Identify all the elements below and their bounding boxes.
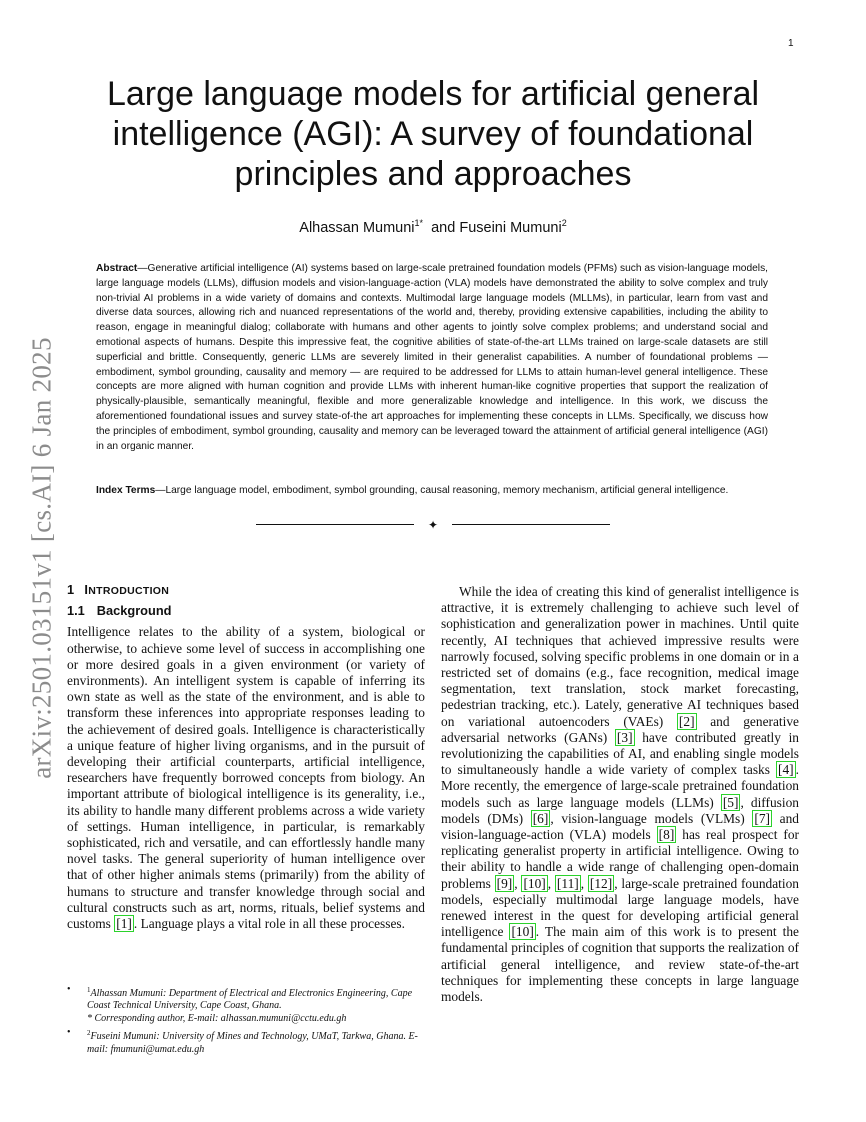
paragraph-text: . The main aim of this work is to present the fundamental principles of cognition that supports the realization of artificial general intelligence, and review state-of-the-art techniques for implementing these concepts in large language models. xyxy=(441,924,799,1005)
paragraph-text: While the idea of creating this kind of generalist intelligence is attractive, it is extremely challenging to achieve such level of sophistication and generalization power in machines. Until quite recently, AI techniques that achieved impressive results were narrowly focused, solving specific problems in one domain or in a restricted set of domains (e.g., face recognition, medical image segmentation, text translation, stock market forecasting, pedestrian tracking, etc.). Lately, generative AI techniques based on variational autoencoders (VAEs) xyxy=(441,584,799,729)
citation-link[interactable]: [10] xyxy=(511,924,534,940)
citation-link[interactable]: [4] xyxy=(778,762,794,778)
author-list xyxy=(70,218,796,236)
index-terms xyxy=(96,484,768,499)
paper-title xyxy=(70,74,796,194)
subsection-title: Background xyxy=(96,603,172,619)
footnote-extra: * Corresponding author, E-mail: alhassan.mumuni@cctu.edu.gh xyxy=(87,1012,347,1024)
footnote-text: Alhassan Mumuni: Department of Electrical and Electronics Engineering, Cape Coast Technical University, Cape Coast, Ghana. xyxy=(87,988,413,1012)
paragraph-text: , diffusion models (DMs) xyxy=(441,794,799,826)
section-heading xyxy=(67,582,425,599)
separator-diamond-icon: ✦ xyxy=(427,518,439,532)
author-1: Alhassan Mumuni xyxy=(299,220,415,236)
author-2: and Fuseini Mumuni xyxy=(431,220,562,236)
citation-link[interactable]: [3] xyxy=(616,729,633,745)
paragraph-text: . More recently, the emergence of large-scale pretrained foundation models such as large language models (LLMs) xyxy=(441,762,799,810)
citation-link[interactable]: [8] xyxy=(658,827,675,843)
footnote-mark: 1 xyxy=(87,986,91,994)
citation-link[interactable]: [6] xyxy=(532,810,549,826)
body-paragraph xyxy=(441,584,799,1005)
separator-line-right xyxy=(452,524,610,525)
body-paragraph xyxy=(67,624,425,932)
citation-link[interactable]: [1] xyxy=(116,916,132,932)
author-2-mark: 2 xyxy=(561,218,567,228)
footnote-text: Fuseini Mumuni: University of Mines and Technology, UMaT, Tarkwa, Ghana. E-mail: fmumuni@umat.edu.gh xyxy=(87,1031,418,1055)
title-line: principles and approaches xyxy=(234,155,632,193)
citation-link[interactable]: [9] xyxy=(496,875,513,891)
left-column xyxy=(67,582,425,932)
footnote-bullet: • xyxy=(67,1027,71,1039)
section-separator xyxy=(256,516,610,534)
citation-link[interactable]: [5] xyxy=(722,794,739,810)
paragraph-text: , xyxy=(547,875,555,891)
abstract xyxy=(96,262,768,454)
paragraph-text: Intelligence relates to the ability of a system, biological or otherwise, to achieve some level of success in accomplishing one or more desired goals in a given environment (or variety of environments). An intelligent system is capable of inferring its own state as well as the state of the environment, and is able to transform these inferences into appropriate responses leading to the achievement of desired goals. Intelligence is characteristically a unique feature of higher living organisms, and in the pursuit of developing their artificial counterparts, artificial intelligence, researchers have frequently borrowed concepts from biology. An important attribute of biological intelligence is its generality, i.e., its ability to handle many different problems across a wide variety of settings. Human intelligence, in particular, is remarkably sophisticated, rich and versatile, and can effortlessly handle many novel tasks. The general superiority of human intelligence over that of other higher animals stems (primarily) from the ability of humans to structure and transfer knowledge through social and cultural constructs such as art, norms, rituals, belief systems and customs xyxy=(67,624,425,932)
page-number: 1 xyxy=(788,38,794,49)
paragraph-text: . Language plays a vital role in all these processes. xyxy=(133,916,405,932)
footnote-mark: 2 xyxy=(87,1029,91,1038)
title-line: Large language models for artificial general xyxy=(106,75,760,113)
abstract-text: —Generative artificial intelligence (AI) systems based on large-scale pretrained foundation models (PFMs) such as vision-language models, large language models (LLMs), diffusion models and vision-language-action (VLA) models have demonstrated the ability to solve complex and truly non-trivial AI problems in a wide variety of domains and contexts. Multimodal large language models (MLLMs), in particular, learn from vast and diverse data sources, allowing rich and nuanced representations of the world and, thereby, providing extensive capabilities, including the ability to reason, engage in meaningful dialog; collaborate with humans and other agents to jointly solve complex problems; and understand social and emotional aspects of humans. Despite this impressive feat, the cognitive abilities of state-of-the-art LLMs trained on large-scale datasets are still superficial and brittle. Consequently, generic LLMs are severely limited in their generalist capabilities. A number of foundational problems —embodiment, symbol grounding, causality and memory — are required to be addressed for LLMs to attain human-level general intelligence. These concepts are more aligned with human cognition and provide LLMs with inherent human-like cognitive properties that support the realization of physically-plausible, semantically meaningful, flexible and more generalizable knowledge and intelligence. In this work, we discuss the aforementioned foundational issues and survey state-of-the art approaches for implementing these concepts in LLMs. Specifically, we discuss how the principles of embodiment, symbol grounding, causality and memory can be leveraged toward the attainment of artificial general intelligence (AGI) in an organic manner. xyxy=(96,263,768,452)
paragraph-text: , xyxy=(580,875,588,891)
section-number: 1 xyxy=(67,582,75,597)
author-1-mark: 1* xyxy=(414,218,424,228)
paragraph-text: has real prospect for replicating generalist property in artificial intelligence. Owing to their ability to handle a wide range of challenging open-domain problems xyxy=(441,827,799,891)
section-title-rest: NTRODUCTION xyxy=(88,585,170,597)
title-line: intelligence (AGI): A survey of foundational xyxy=(112,115,754,153)
citation-link[interactable]: [12] xyxy=(589,875,613,891)
arxiv-stamp[interactable]: arXiv:2501.03151v1 [cs.AI] 6 Jan 2025 xyxy=(26,337,57,779)
footnote-bullet: • xyxy=(67,984,71,995)
citation-link[interactable]: [10] xyxy=(523,875,546,891)
citation-link[interactable]: [11] xyxy=(556,875,579,891)
citation-link[interactable]: [2] xyxy=(678,713,695,729)
section-title-initial: I xyxy=(84,582,89,597)
paragraph-text: , xyxy=(514,875,522,891)
abstract-label: Abstract xyxy=(96,263,138,274)
paragraph-text: have contributed greatly in revolutionizing the capabilities of AI, and enabling single models to simultaneously handle a wide variety of complex tasks xyxy=(441,729,799,778)
paragraph-text: and generative adversarial networks (GANs) xyxy=(441,713,799,745)
separator-line-left xyxy=(256,524,414,525)
paragraph-text: , large-scale pretrained foundation models, especially multimodal large language models, have renewed interest in the quest for developing artificial general intelligence xyxy=(441,875,799,940)
right-column xyxy=(441,584,799,1005)
subsection-number: 1.1 xyxy=(67,603,85,619)
footnote xyxy=(67,1027,425,1056)
paragraph-text: , vision-language models (VLMs) xyxy=(550,810,753,826)
index-terms-label: Index Terms xyxy=(96,485,156,496)
citation-link[interactable]: [7] xyxy=(754,810,771,826)
footnotes xyxy=(67,984,425,1058)
index-terms-text: —Large language model, embodiment, symbol grounding, causal reasoning, memory mechanism, artificial general intelligence. xyxy=(155,485,729,496)
subsection-heading xyxy=(67,603,425,619)
footnote xyxy=(67,984,425,1025)
paragraph-text: and vision-language-action (VLA) models xyxy=(441,810,800,843)
